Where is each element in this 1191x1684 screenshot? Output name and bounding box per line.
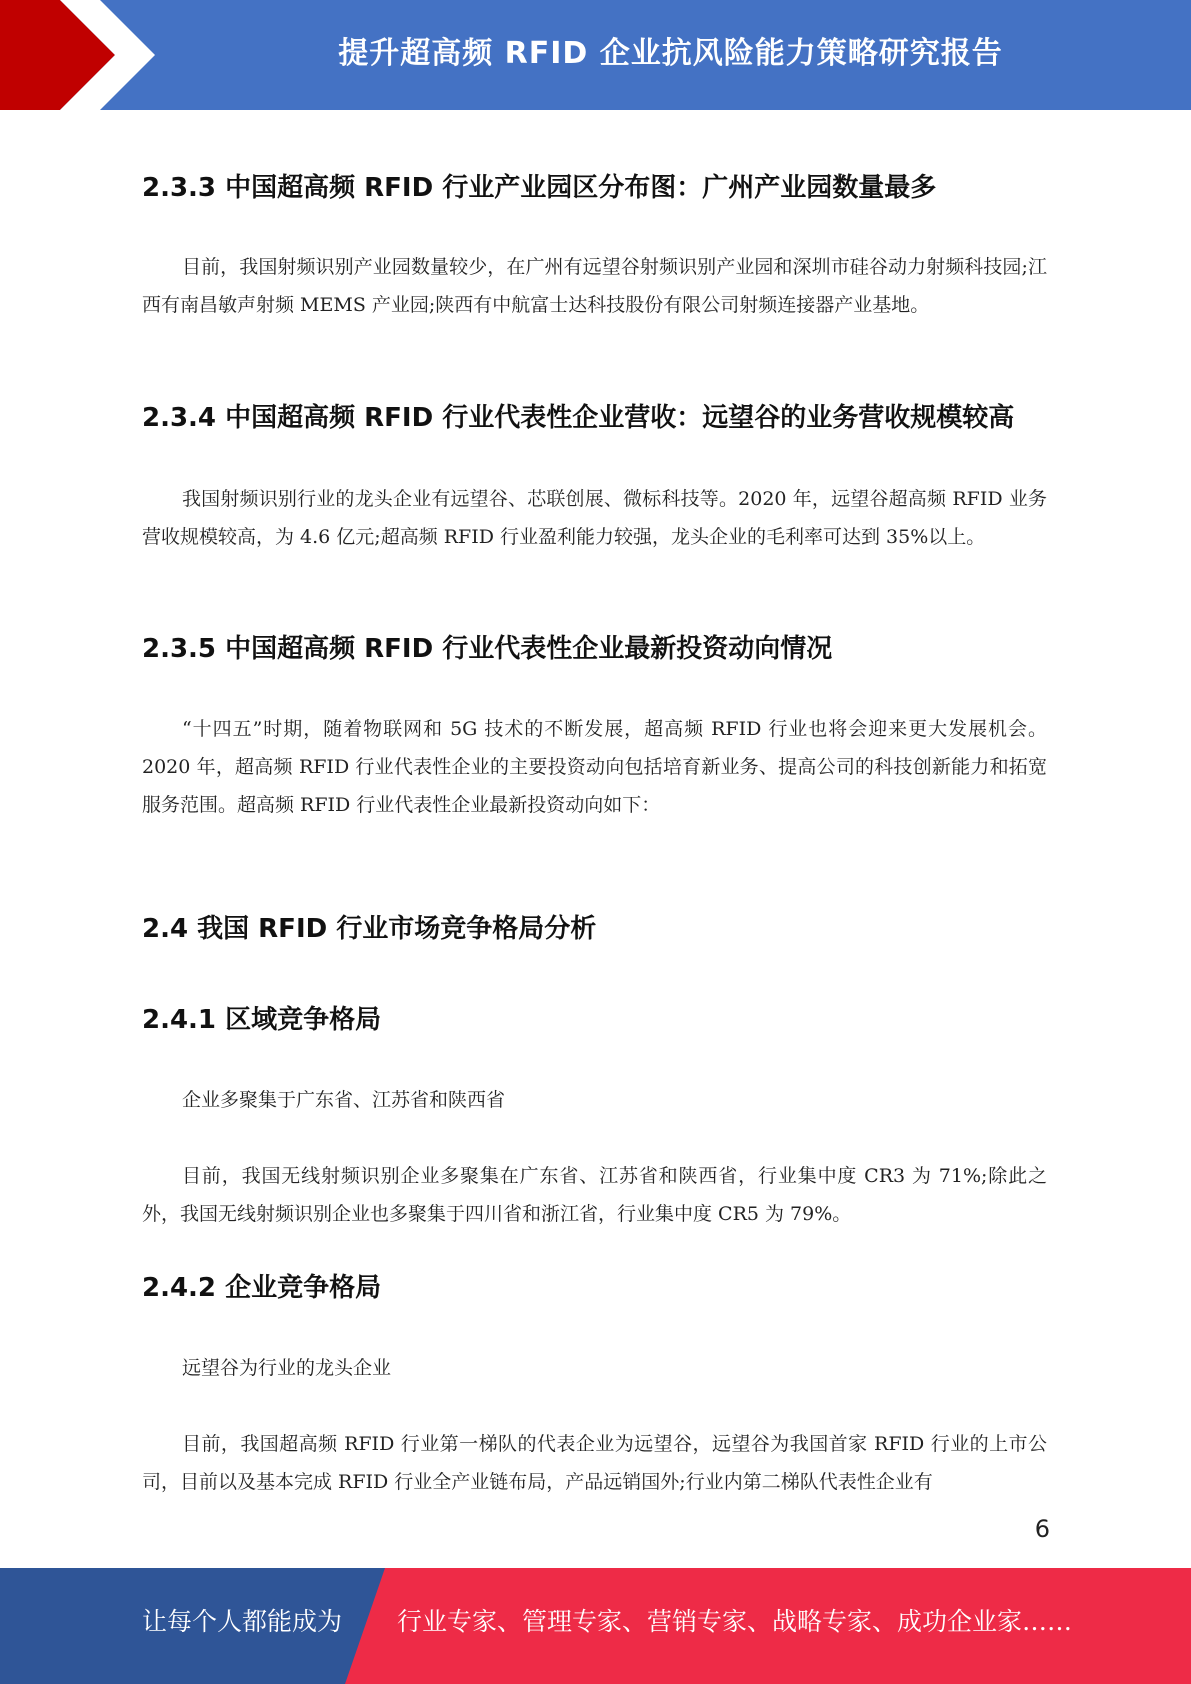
paragraph-2-3-5: “十四五”时期，随着物联网和 5G 技术的不断发展，超高频 RFID 行业也将会迎来更大发展机会。2020 年，超高频 RFID 行业代表性企业的主要投资动向包括培育新业务、提高公司的科技创新能力和拓宽服务范围。超高频 RFID 行业代表性企业最新投资动向如下： <box>142 718 1047 816</box>
header-banner <box>0 0 1191 110</box>
paragraph-2-3-4: 我国射频识别行业的龙头企业有远望谷、芯联创展、微标科技等。2020 年，远望谷超高频 RFID 业务营收规模较高，为 4.6 亿元;超高频 RFID 行业盈利能力较强，龙头企业的毛利率可达到 35%以上。 <box>142 488 1047 548</box>
section-heading-2-4: 2.4 我国 RFID 行业市场竞争格局分析 <box>142 914 597 944</box>
footer-slogan-right: 行业专家、管理专家、营销专家、战略专家、成功企业家…… <box>397 1607 1073 1636</box>
footer-banner <box>0 1568 1191 1684</box>
report-title: 提升超高频 RFID 企业抗风险能力策略研究报告 <box>338 36 1003 71</box>
section-heading-2-3-4: 2.3.4 中国超高频 RFID 行业代表性企业营收：远望谷的业务营收规模较高 <box>142 403 1015 433</box>
page-number: 6 <box>1034 1515 1050 1543</box>
section-heading-2-4-1: 2.4.1 区域竞争格局 <box>142 1005 382 1035</box>
paragraph-2-3-3: 目前，我国射频识别产业园数量较少，在广州有远望谷射频识别产业园和深圳市硅谷动力射频科技园;江西有南昌敏声射频 MEMS 产业园;陕西有中航富士达科技股份有限公司射频连接器产业基地。 <box>142 256 1047 316</box>
paragraph-2-4-1-detail: 目前，我国无线射频识别企业多聚集在广东省、江苏省和陕西省，行业集中度 CR3 为 71%;除此之外，我国无线射频识别企业也多聚集于四川省和浙江省，行业集中度 CR5 为 79%。 <box>142 1165 1047 1225</box>
paragraph-2-4-2-summary: 远望谷为行业的龙头企业 <box>182 1357 392 1379</box>
paragraph-2-4-1-summary: 企业多聚集于广东省、江苏省和陕西省 <box>182 1089 506 1111</box>
paragraph-2-4-2-detail: 目前，我国超高频 RFID 行业第一梯队的代表企业为远望谷，远望谷为我国首家 RFID 行业的上市公司，目前以及基本完成 RFID 行业全产业链布局，产品远销国外;行业内第二梯队代表性企业有 <box>142 1433 1047 1493</box>
section-heading-2-3-5: 2.3.5 中国超高频 RFID 行业代表性企业最新投资动向情况 <box>142 634 833 664</box>
section-heading-2-3-3: 2.3.3 中国超高频 RFID 行业产业园区分布图：广州产业园数量最多 <box>142 173 937 203</box>
section-heading-2-4-2: 2.4.2 企业竞争格局 <box>142 1273 382 1303</box>
footer-slogan-left: 让每个人都能成为 <box>142 1607 343 1636</box>
